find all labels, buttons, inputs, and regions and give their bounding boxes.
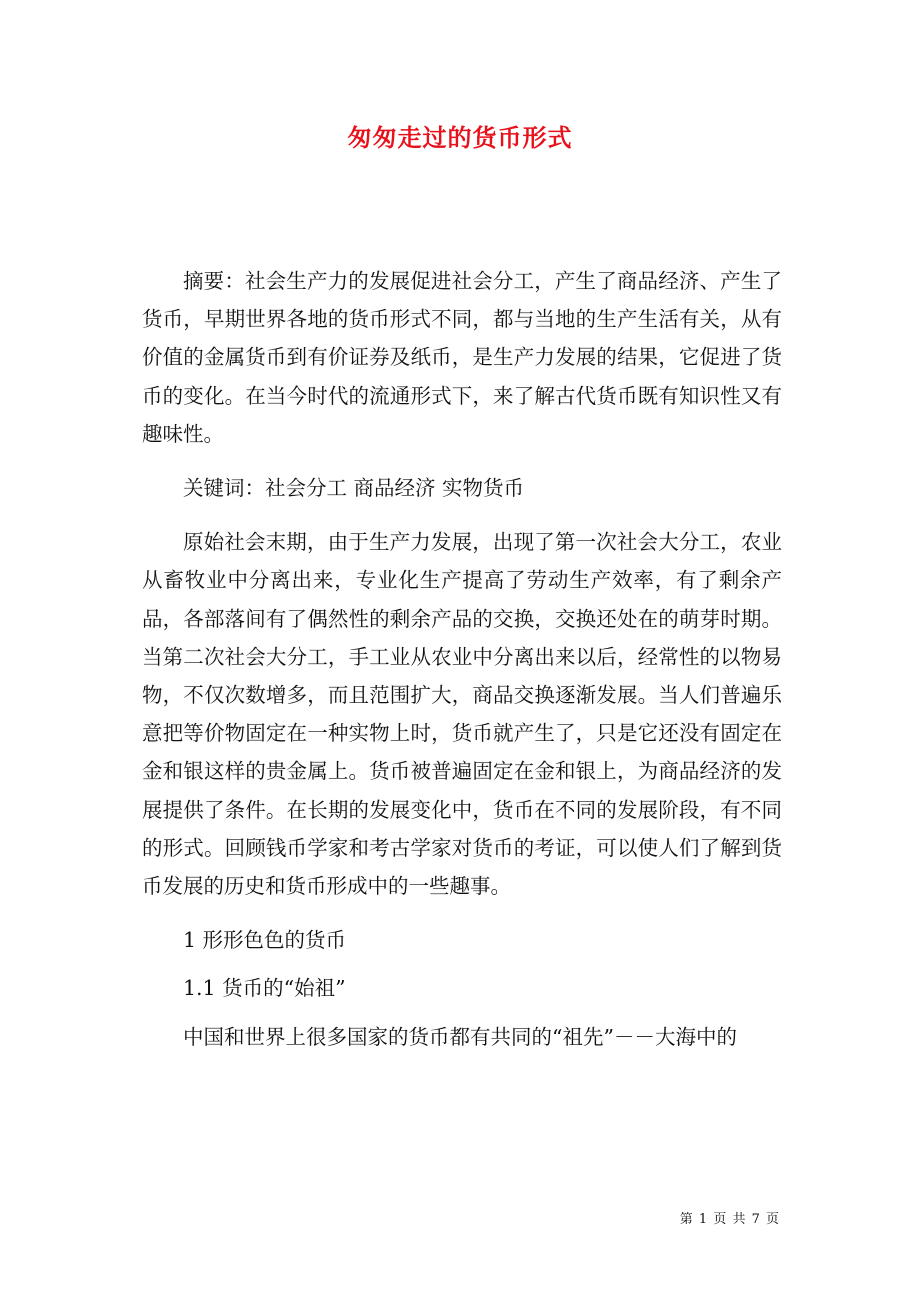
document-body	[142, 262, 782, 1072]
subsection-heading: 1.1 货币的“始祖”	[183, 976, 346, 1001]
abstract-paragraph: 摘要：社会生产力的发展促进社会分工，产生了商品经济、产生了货币，早期世界各地的货币形式不同，都与当地的生产生活有关，从有价值的金属货币到有价证券及纸币，是生产力发展的结果，它促进了货币的变化。在当今时代的流通形式下，来了解古代货币既有知识性又有趣味性。	[142, 269, 782, 446]
body-paragraph: 中国和世界上很多国家的货币都有共同的“祖先”－－大海中的	[183, 1024, 737, 1049]
section-heading: 1 形形色色的货币	[183, 928, 347, 953]
body-paragraph: 原始社会末期，由于生产力发展，出现了第一次社会大分工，农业从畜牧业中分离出来，专业化生产提高了劳动生产效率，有了剩余产品，各部落间有了偶然性的剩余产品的交换，交换还处在的萌芽时期。当第二次社会大分工，手工业从农业中分离出来以后，经常性的以物易物，不仅次数增多，而且范围扩大，商品交换逐渐发展。当人们普遍乐意把等价物固定在一种实物上时，货币就产生了，只是它还没有固定在金和银这样的贵金属上。货币被普遍固定在金和银上，为商品经济的发展提供了条件。在长期的发展变化中，货币在不同的发展阶段，有不同的形式。回顾钱币学家和考古学家对货币的考证，可以使人们了解到货币发展的历史和货币形成中的一些趣事。	[142, 530, 782, 899]
document-title: 匆匆走过的货币形式	[347, 123, 573, 152]
keywords-paragraph: 关键词：社会分工 商品经济 实物货币	[183, 476, 525, 501]
page-indicator: 第 1 页 共 7 页	[679, 1212, 780, 1227]
